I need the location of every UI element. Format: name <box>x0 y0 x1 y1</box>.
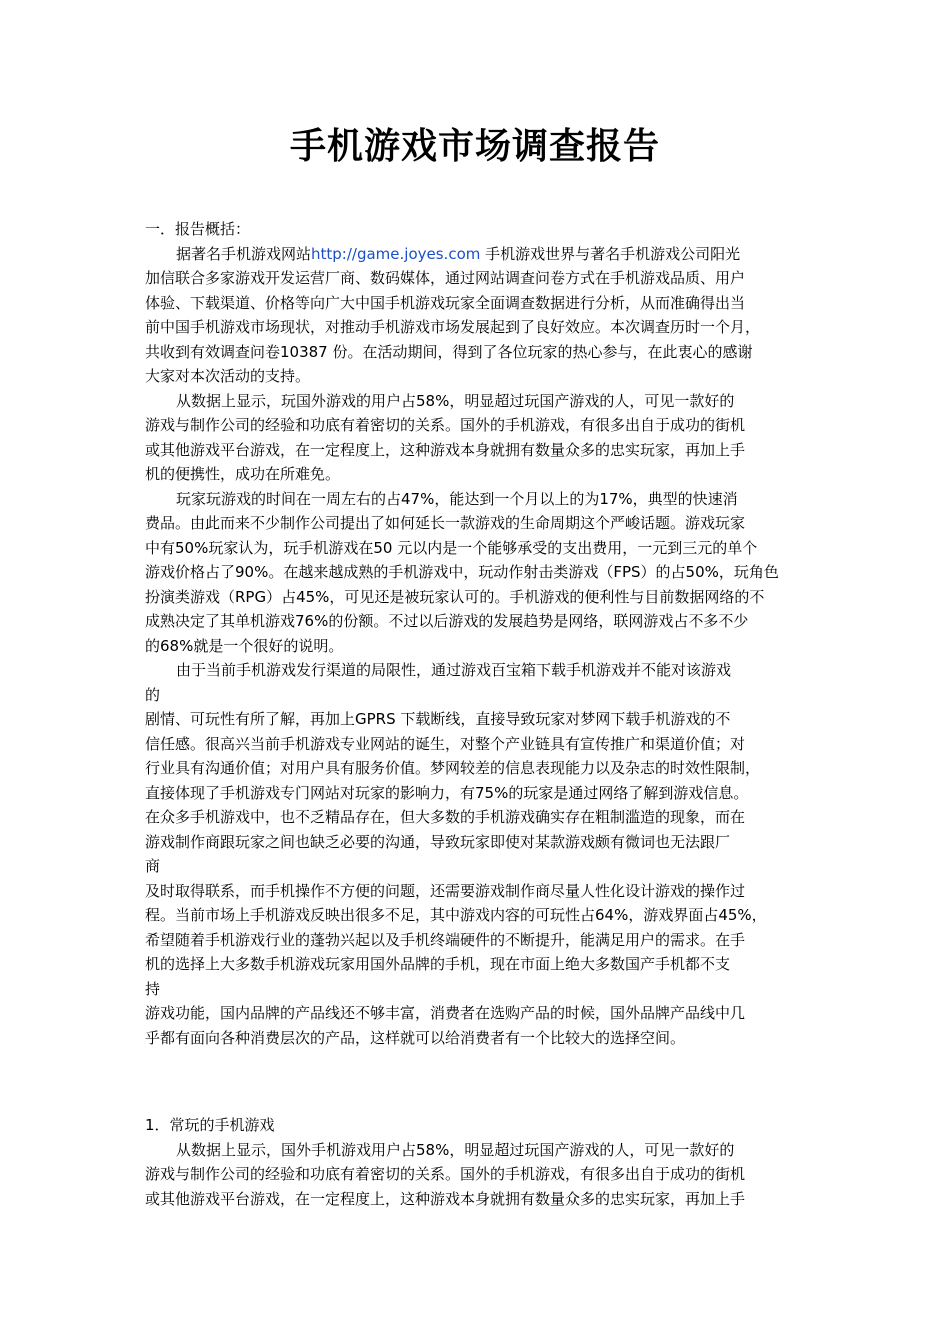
paragraph-1-line: 前中国手机游戏市场现状，对推动手机游戏市场发展起到了良好效应。本次调查历时一个月， <box>145 318 761 336</box>
paragraph-1-prefix: 据著名手机游戏网站 <box>176 244 312 263</box>
paragraph-4-line: 机的选择上大多数手机游戏玩家用国外品牌的手机，现在市面上绝大多数国产手机都不支 <box>145 955 731 973</box>
section-2 <box>145 1113 825 1211</box>
section-2-heading: 1．常玩的手机游戏 <box>145 1116 275 1134</box>
paragraph-3-line: 中有50%玩家认为，玩手机游戏在50 元以内是一个能够承受的支出费用，一元到三元的单个 <box>145 538 758 557</box>
paragraph-4-line: 及时取得联系，而手机操作不方便的问题，还需要游戏制作商尽量人性化设计游戏的操作过 <box>145 881 746 900</box>
page-title: 手机游戏市场调查报告 <box>289 125 660 167</box>
paragraph-3-line: 费品。由此而来不少制作公司提出了如何延长一款游戏的生命周期这个严峻话题。游戏玩家 <box>145 514 746 532</box>
paragraph-1-line: 加信联合多家游戏开发运营厂商、数码媒体，通过网站调查问卷方式在手机游戏品质、用户 <box>145 269 746 287</box>
paragraph-4-line: 程。当前市场上手机游戏反映出很多不足，其中游戏内容的可玩性占64%，游戏界面占45%， <box>145 906 767 924</box>
paragraph-3-line: 的68%就是一个很好的说明。 <box>145 636 344 655</box>
section-1 <box>145 217 825 1050</box>
paragraph-2-line: 从数据上显示，玩国外游戏的用户占58%，明显超过玩国产游戏的人，可见一款好的 <box>176 391 735 410</box>
paragraph-2-line: 游戏与制作公司的经验和功底有着密切的关系。国外的手机游戏，有很多出自于成功的街机 <box>145 416 746 434</box>
paragraph-4-line: 乎都有面向各种消费层次的产品，这样就可以给消费者有一个比较大的选择空间。 <box>145 1028 686 1047</box>
paragraph-3-line: 扮演类游戏（RPG）占45%，可见还是被玩家认可的。手机游戏的便利性与目前数据网络的不 <box>145 587 765 606</box>
paragraph-1-line: 大家对本次活动的支持。 <box>145 367 311 385</box>
section-2-paragraph-line: 游戏与制作公司的经验和功底有着密切的关系。国外的手机游戏，有很多出自于成功的街机 <box>145 1165 746 1183</box>
paragraph-2-line: 或其他游戏平台游戏，在一定程度上，这种游戏本身就拥有数量众多的忠实玩家，再加上手 <box>145 440 746 459</box>
paragraph-4-line: 商 <box>145 857 161 875</box>
paragraph-4-line: 直接体现了手机游戏专门网站对玩家的影响力，有75%的玩家是通过网络了解到游戏信息。 <box>145 783 749 802</box>
paragraph-3-line: 玩家玩游戏的时间在一周左右的占47%，能达到一个月以上的为17%，典型的快速消 <box>176 489 738 508</box>
paragraph-4-line: 由于当前手机游戏发行渠道的局限性，通过游戏百宝箱下载手机游戏并不能对该游戏 <box>176 661 732 679</box>
paragraph-1-suffix: 手机游戏世界与著名手机游戏公司阳光 <box>480 244 741 263</box>
paragraph-4-line: 剧情、可玩性有所了解，再加上GPRS 下载断线，直接导致玩家对梦网下载手机游戏的不 <box>145 710 731 728</box>
paragraph-4-line: 的 <box>145 685 161 704</box>
paragraph-4-line: 希望随着手机游戏行业的蓬勃兴起以及手机终端硬件的不断提升，能满足用户的需求。在手 <box>145 930 746 949</box>
paragraph-1-line <box>145 242 825 267</box>
paragraph-2-line: 机的便携性，成功在所难免。 <box>145 465 341 483</box>
paragraph-4-line: 游戏制作商跟玩家之间也缺乏必要的沟通，导致玩家即使对某款游戏颇有微词也无法跟厂 <box>145 832 731 851</box>
section-2-paragraph-line: 从数据上显示，国外手机游戏用户占58%，明显超过玩国产游戏的人，可见一款好的 <box>176 1140 735 1159</box>
paragraph-4-line: 游戏功能，国内品牌的产品线还不够丰富，消费者在选购产品的时候，国外品牌产品线中几 <box>145 1004 746 1022</box>
paragraph-3-line: 成熟决定了其单机游戏76%的份额。不过以后游戏的发展趋势是网络，联网游戏占不多不少 <box>145 612 749 630</box>
paragraph-1-line: 体验、下载渠道、价格等向广大中国手机游戏玩家全面调查数据进行分析，从而准确得出当 <box>145 293 746 312</box>
section-1-heading: 一．报告概括： <box>145 220 251 238</box>
paragraph-1-line: 共收到有效调查问卷10387 份。在活动期间，得到了各位玩家的热心参与，在此衷心的感谢 <box>145 342 753 361</box>
paragraph-4-line: 在众多手机游戏中，也不乏精品存在，但大多数的手机游戏确实存在粗制滥造的现象，而在 <box>145 808 746 826</box>
website-link[interactable]: http://game.joyes.com <box>311 244 481 263</box>
section-2-paragraph-line: 或其他游戏平台游戏，在一定程度上，这种游戏本身就拥有数量众多的忠实玩家，再加上手 <box>145 1189 746 1208</box>
paragraph-4-line: 行业具有沟通价值；对用户具有服务价值。梦网较差的信息表现能力以及杂志的时效性限制， <box>145 759 761 777</box>
paragraph-3-line: 游戏价格占了90%。在越来越成熟的手机游戏中，玩动作射击类游戏（FPS）的占50%，玩角色 <box>145 563 779 581</box>
paragraph-4-line: 持 <box>145 979 161 998</box>
paragraph-4-line: 信任感。很高兴当前手机游戏专业网站的诞生，对整个产业链具有宣传推广和渠道价值；对 <box>145 734 746 753</box>
